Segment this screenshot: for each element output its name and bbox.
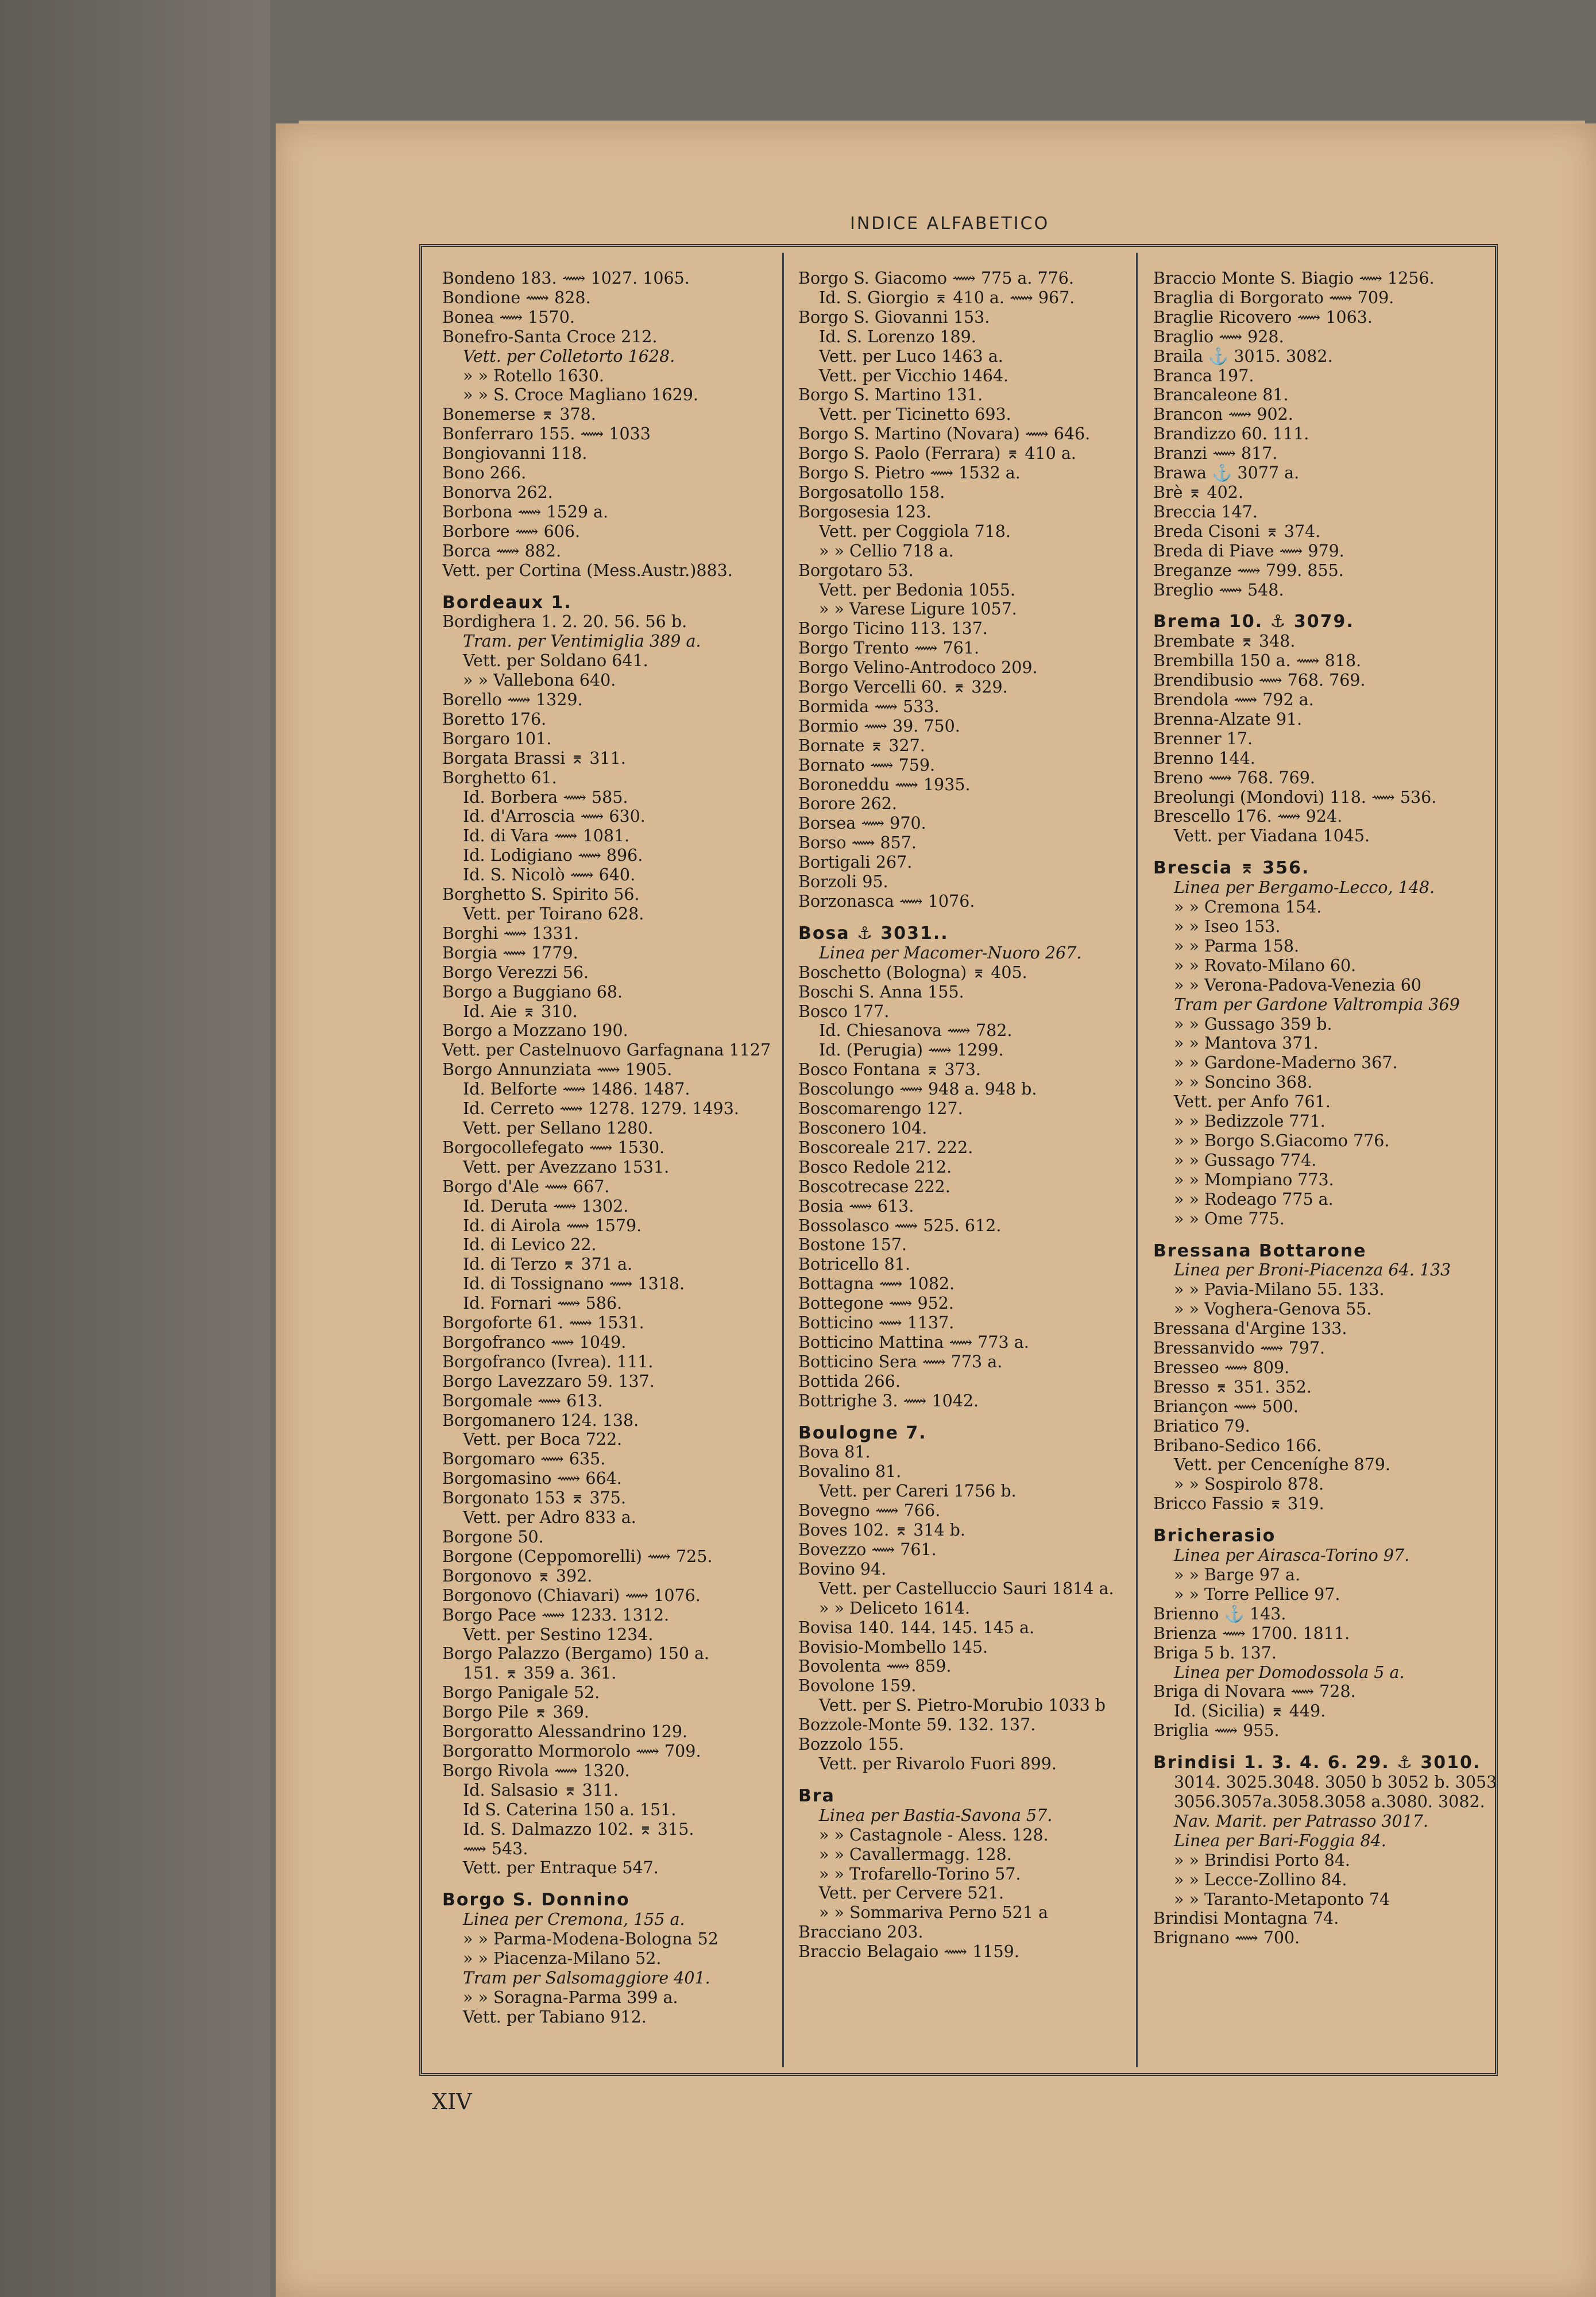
index-entry: Bozzole-Monte 59. 132. 137. bbox=[798, 1715, 1036, 1735]
index-entry: Tram. per Ventimiglia 389 a. bbox=[463, 632, 701, 651]
index-entry: Id. Lodigiano ⟿ 896. bbox=[463, 846, 643, 865]
index-entry: Id. Salsasio ⌆ 311. bbox=[463, 1780, 619, 1800]
index-entry: Botticino ⟿ 1137. bbox=[798, 1313, 954, 1333]
index-entry: Brancaleone 81. bbox=[1153, 385, 1289, 405]
index-entry: Brienno ⚓ 143. bbox=[1153, 1604, 1286, 1623]
index-entry: Bono 266. bbox=[442, 463, 527, 483]
index-entry: Breda Cisoni ⌆ 374. bbox=[1153, 521, 1321, 541]
index-entry: Borgone (Ceppomorelli) ⟿ 725. bbox=[442, 1546, 713, 1566]
index-entry: Vett. per Ticinetto 693. bbox=[819, 405, 1011, 424]
index-entry: Id. S. Giorgio ⌆ 410 a. ⟿ 967. bbox=[819, 288, 1075, 307]
index-entry: Brignano ⟿ 700. bbox=[1153, 1928, 1300, 1948]
index-entry: Bottrighe 3. ⟿ 1042. bbox=[798, 1391, 979, 1410]
index-entry: Bondione ⟿ 828. bbox=[442, 288, 591, 307]
index-entry: Bormio ⟿ 39. 750. bbox=[798, 716, 960, 736]
index-entry: Borgata Brassi ⌆ 311. bbox=[442, 748, 626, 768]
index-entry: Bressana d'Argine 133. bbox=[1153, 1319, 1347, 1339]
index-entry: » » Cremona 154. bbox=[1174, 898, 1322, 917]
index-entry: Brancon ⟿ 902. bbox=[1153, 405, 1293, 424]
index-entry: Bovisa 140. 144. 145. 145 a. bbox=[798, 1618, 1035, 1637]
index-entry: Borgo Pace ⟿ 1233. 1312. bbox=[442, 1605, 670, 1625]
index-entry: Bottagna ⟿ 1082. bbox=[798, 1274, 955, 1294]
index-entry: Borgaro 101. bbox=[442, 729, 552, 748]
index-heading: Bosa ⚓ 3031.. bbox=[798, 923, 949, 943]
index-entry: Boscolungo ⟿ 948 a. 948 b. bbox=[798, 1080, 1037, 1099]
index-entry: Briançon ⟿ 500. bbox=[1153, 1397, 1299, 1416]
index-entry: Borgo a Buggiano 68. bbox=[442, 982, 623, 1001]
index-entry: Bovolone 159. bbox=[798, 1676, 917, 1696]
index-entry: Braila ⚓ 3015. 3082. bbox=[1153, 346, 1333, 366]
index-entry: » » Bedizzole 771. bbox=[1174, 1112, 1326, 1131]
index-entry: » » Cellio 718 a. bbox=[819, 541, 954, 560]
index-entry: Briglia ⟿ 955. bbox=[1153, 1721, 1280, 1741]
index-entry: Borsea ⟿ 970. bbox=[798, 814, 926, 833]
index-entry: 3056.3057a.3058.3058 a.3080. 3082. bbox=[1174, 1792, 1485, 1811]
index-entry: Id. Borbera ⟿ 585. bbox=[463, 787, 628, 807]
index-entry: Vett. per Sellano 1280. bbox=[463, 1118, 654, 1138]
index-entry: » » Verona-Padova-Venezia 60 bbox=[1174, 975, 1422, 995]
index-entry: Briga 5 b. 137. bbox=[1153, 1643, 1277, 1662]
index-entry: Bressanvido ⟿ 797. bbox=[1153, 1339, 1326, 1358]
index-entry: Borgonovo ⌆ 392. bbox=[442, 1566, 593, 1586]
index-entry: » » Voghera-Genova 55. bbox=[1174, 1300, 1372, 1319]
index-entry: Vett. per S. Pietro-Morubio 1033 b bbox=[819, 1696, 1106, 1715]
index-entry: Id. di Tossignano ⟿ 1318. bbox=[463, 1274, 685, 1294]
index-entry: Brè ⌆ 402. bbox=[1153, 482, 1243, 502]
index-entry: Vett. per Castelnuovo Garfagnana 1127 bbox=[442, 1041, 771, 1060]
index-entry: Bornato ⟿ 759. bbox=[798, 755, 936, 775]
index-entry: Bossolasco ⟿ 525. 612. bbox=[798, 1216, 1002, 1235]
index-entry: Linea per Macomer-Nuoro 267. bbox=[819, 943, 1082, 962]
index-entry: Vett. per Avezzano 1531. bbox=[463, 1157, 670, 1177]
index-entry: Breglio ⟿ 548. bbox=[1153, 580, 1284, 600]
index-heading: Boulogne 7. bbox=[798, 1422, 927, 1443]
index-entry: » » Brindisi Porto 84. bbox=[1174, 1850, 1350, 1870]
index-heading: Brema 10. ⚓ 3079. bbox=[1153, 612, 1354, 632]
index-entry: » » Ome 775. bbox=[1174, 1209, 1285, 1228]
index-entry: Bovisio-Mombello 145. bbox=[798, 1637, 988, 1657]
index-entry: » » Gussago 359 b. bbox=[1174, 1014, 1332, 1034]
page-number: XIV bbox=[432, 2089, 472, 2114]
index-entry: Vett. per Viadana 1045. bbox=[1174, 826, 1370, 846]
index-entry: Breno ⟿ 768. 769. bbox=[1153, 768, 1315, 787]
index-entry: Brenner 17. bbox=[1153, 729, 1253, 748]
index-entry: Borgo S. Pietro ⟿ 1532 a. bbox=[798, 463, 1021, 483]
index-column-1 bbox=[442, 269, 787, 2027]
index-entry: Id. Aie ⌆ 310. bbox=[463, 1001, 578, 1021]
index-entry: Borgo Verezzi 56. bbox=[442, 962, 589, 982]
index-entry: Bosco Redole 212. bbox=[798, 1157, 952, 1177]
index-entry: Id. di Levico 22. bbox=[463, 1235, 597, 1255]
index-entry: Borgomanero 124. 138. bbox=[442, 1410, 639, 1430]
index-entry: Bondeno 183. ⟿ 1027. 1065. bbox=[442, 269, 690, 288]
index-entry: Vett. per Luco 1463 a. bbox=[819, 346, 1003, 366]
index-entry: Borgo S. Martino 131. bbox=[798, 385, 983, 405]
index-entry: Id. Belforte ⟿ 1486. 1487. bbox=[463, 1080, 690, 1099]
index-entry: Borgia ⟿ 1779. bbox=[442, 943, 578, 962]
index-entry: Bovegno ⟿ 766. bbox=[798, 1501, 941, 1521]
index-entry: Borghi ⟿ 1331. bbox=[442, 923, 579, 943]
index-entry: Tram per Salsomaggiore 401. bbox=[463, 1968, 710, 1987]
index-entry: Bricco Fassio ⌆ 319. bbox=[1153, 1494, 1324, 1514]
index-entry: Vett. per Rivarolo Fuori 899. bbox=[819, 1754, 1057, 1773]
index-entry: Bosco Fontana ⌆ 373. bbox=[798, 1060, 981, 1080]
index-entry: » » Deliceto 1614. bbox=[819, 1598, 971, 1618]
index-entry: Braccio Monte S. Biagio ⟿ 1256. bbox=[1153, 269, 1435, 288]
index-entry: » » Gussago 774. bbox=[1174, 1150, 1317, 1170]
index-entry: Boves 102. ⌆ 314 b. bbox=[798, 1521, 965, 1540]
index-entry: Borgo Pile ⌆ 369. bbox=[442, 1703, 589, 1722]
index-entry: Braglie Ricovero ⟿ 1063. bbox=[1153, 307, 1373, 327]
index-entry: » » Parma 158. bbox=[1174, 936, 1300, 956]
index-entry: Brembilla 150 a. ⟿ 818. bbox=[1153, 651, 1362, 671]
index-entry: » » Borgo S.Giacomo 776. bbox=[1174, 1131, 1390, 1150]
index-entry: » » Mompiano 773. bbox=[1174, 1170, 1334, 1189]
index-entry: Id. Cerreto ⟿ 1278. 1279. 1493. bbox=[463, 1099, 739, 1119]
index-entry: Borgo S. Giacomo ⟿ 775 a. 776. bbox=[798, 269, 1074, 288]
index-entry: Borghetto 61. bbox=[442, 768, 557, 787]
page-header: INDICE ALFABETICO bbox=[850, 214, 1050, 234]
index-entry: Borgomasino ⟿ 664. bbox=[442, 1469, 622, 1488]
index-entry: » » S. Croce Magliano 1629. bbox=[463, 385, 698, 405]
index-entry: Borgofranco (Ivrea). 111. bbox=[442, 1352, 654, 1371]
index-entry: Borgo Trento ⟿ 761. bbox=[798, 639, 980, 658]
index-entry: Boscoreale 217. 222. bbox=[798, 1138, 973, 1157]
index-entry: Bordighera 1. 2. 20. 56. 56 b. bbox=[442, 612, 687, 632]
index-entry: » » Rovato-Milano 60. bbox=[1174, 956, 1357, 975]
index-entry: Linea per Bergamo-Lecco, 148. bbox=[1174, 878, 1435, 898]
index-entry: » » Lecce-Zollino 84. bbox=[1174, 1870, 1347, 1889]
index-entry: Bovolenta ⟿ 859. bbox=[798, 1657, 952, 1676]
index-entry: Borgo Vercelli 60. ⌆ 329. bbox=[798, 678, 1008, 697]
index-entry: » » Taranto-Metaponto 74 bbox=[1174, 1889, 1390, 1909]
index-heading: Bressana Bottarone bbox=[1153, 1240, 1367, 1261]
index-entry: Id. (Sicilia) ⌆ 449. bbox=[1174, 1702, 1326, 1721]
index-entry: Borgosatollo 158. bbox=[798, 482, 945, 502]
index-entry: Vett. per Entraque 547. bbox=[463, 1858, 659, 1878]
index-entry: Brendibusio ⟿ 768. 769. bbox=[1153, 671, 1366, 690]
index-entry: Nav. Marit. per Patrasso 3017. bbox=[1174, 1811, 1429, 1831]
index-entry: Borghetto S. Spirito 56. bbox=[442, 885, 640, 904]
index-entry: Brindisi Montagna 74. bbox=[1153, 1909, 1339, 1928]
index-entry: Bormida ⟿ 533. bbox=[798, 697, 940, 716]
index-entry: » » Castagnole - Aless. 128. bbox=[819, 1825, 1049, 1844]
index-entry: Borgofranco ⟿ 1049. bbox=[442, 1332, 627, 1352]
index-entry: Borgone 50. bbox=[442, 1528, 544, 1546]
index-entry: Id. (Perugia) ⟿ 1299. bbox=[819, 1041, 1004, 1060]
index-entry: Borgo Panigale 52. bbox=[442, 1683, 600, 1703]
index-entry: Botticino Mattina ⟿ 773 a. bbox=[798, 1332, 1029, 1352]
index-entry: Bovezzo ⟿ 761. bbox=[798, 1540, 937, 1559]
index-entry: Bottida 266. bbox=[798, 1371, 901, 1391]
index-entry: » » Vallebona 640. bbox=[463, 671, 616, 690]
index-entry: Borgo S. Martino (Novara) ⟿ 646. bbox=[798, 424, 1091, 444]
index-entry: Id. Fornari ⟿ 586. bbox=[463, 1294, 623, 1313]
index-entry: Vett. per Anfo 761. bbox=[1174, 1092, 1331, 1112]
index-entry: » » Sospirolo 878. bbox=[1174, 1475, 1324, 1494]
index-entry: » » Iseo 153. bbox=[1174, 917, 1281, 936]
index-entry: Bostone 157. bbox=[798, 1235, 907, 1255]
index-entry: Bovino 94. bbox=[798, 1559, 887, 1579]
index-entry: Bosia ⟿ 613. bbox=[798, 1196, 914, 1216]
index-entry: Borgo Velino-Antrodoco 209. bbox=[798, 658, 1038, 678]
index-entry: » » Soncino 368. bbox=[1174, 1073, 1313, 1092]
index-entry: Botticino Sera ⟿ 773 a. bbox=[798, 1352, 1003, 1371]
index-entry: Breda di Piave ⟿ 979. bbox=[1153, 541, 1344, 560]
index-entry: Vett. per Cortina (Mess.Austr.)883. bbox=[442, 560, 733, 580]
index-entry: Bornate ⌆ 327. bbox=[798, 736, 925, 755]
index-entry: Vett. per Soldano 641. bbox=[463, 651, 648, 671]
index-entry: Botricello 81. bbox=[798, 1255, 910, 1274]
index-heading: Borgo S. Donnino bbox=[442, 1890, 630, 1911]
index-entry: Borgonato 153 ⌆ 375. bbox=[442, 1488, 626, 1508]
index-entry: Vett. per Vicchio 1464. bbox=[819, 366, 1009, 385]
index-entry: » » Rotello 1630. bbox=[463, 366, 604, 385]
index-entry: Brescello 176. ⟿ 924. bbox=[1153, 807, 1343, 826]
index-entry: Borbona ⟿ 1529 a. bbox=[442, 502, 609, 521]
index-entry: Borgosesia 123. bbox=[798, 502, 932, 521]
index-entry: » » Piacenza-Milano 52. bbox=[463, 1949, 662, 1969]
index-entry: Id. S. Nicolò ⟿ 640. bbox=[463, 865, 636, 885]
index-entry: Borello ⟿ 1329. bbox=[442, 690, 583, 710]
index-entry: Borgoratto Alessandrino 129. bbox=[442, 1722, 688, 1742]
index-entry: Brendola ⟿ 792 a. bbox=[1153, 690, 1314, 710]
index-entry: Bovalino 81. bbox=[798, 1462, 902, 1482]
index-entry: Branzi ⟿ 817. bbox=[1153, 444, 1278, 463]
index-entry: Id. di Airola ⟿ 1579. bbox=[463, 1216, 642, 1235]
index-entry: Linea per Cremona, 155 a. bbox=[463, 1910, 685, 1929]
index-entry: » » Varese Ligure 1057. bbox=[819, 600, 1017, 619]
index-entry: » » Sommariva Perno 521 a bbox=[819, 1903, 1049, 1923]
index-entry: Breccia 147. bbox=[1153, 502, 1258, 521]
index-entry: Bresseo ⟿ 809. bbox=[1153, 1358, 1290, 1377]
index-entry: Borgo a Mozzano 190. bbox=[442, 1021, 628, 1041]
index-entry: Brawa ⚓ 3077 a. bbox=[1153, 463, 1300, 483]
background-shadow bbox=[0, 0, 270, 2297]
index-entry: Boschi S. Anna 155. bbox=[798, 982, 964, 1001]
index-entry: Id S. Caterina 150 a. 151. bbox=[463, 1800, 677, 1819]
index-entry: Briga di Novara ⟿ 728. bbox=[1153, 1682, 1356, 1702]
index-entry: Vett. per Adro 833 a. bbox=[463, 1508, 636, 1528]
index-entry: Borgo Rivola ⟿ 1320. bbox=[442, 1761, 630, 1780]
index-entry: Bonefro-Santa Croce 212. bbox=[442, 327, 658, 346]
index-entry: Bracciano 203. bbox=[798, 1923, 923, 1942]
index-entry: Borso ⟿ 857. bbox=[798, 833, 917, 853]
index-heading: Brescia ⌆ 356. bbox=[1153, 858, 1310, 879]
index-entry: Borore 262. bbox=[798, 794, 897, 814]
index-entry: Borgo d'Ale ⟿ 667. bbox=[442, 1177, 610, 1196]
index-entry: Brembate ⌆ 348. bbox=[1153, 632, 1296, 651]
index-entry: Borzoli 95. bbox=[798, 872, 888, 892]
index-column-2 bbox=[798, 269, 1143, 1962]
index-entry: » » Torre Pellice 97. bbox=[1174, 1584, 1340, 1604]
index-entry: » » Trofarello-Torino 57. bbox=[819, 1864, 1021, 1884]
index-entry: Id. S. Lorenzo 189. bbox=[819, 327, 976, 346]
index-entry: Borgo Annunziata ⟿ 1905. bbox=[442, 1060, 673, 1080]
index-entry: Brienza ⟿ 1700. 1811. bbox=[1153, 1623, 1350, 1643]
index-entry: Borgocollefegato ⟿ 1530. bbox=[442, 1138, 665, 1157]
index-entry: Bresso ⌆ 351. 352. bbox=[1153, 1377, 1312, 1397]
index-entry: » » Barge 97 a. bbox=[1174, 1565, 1301, 1584]
index-entry: Braglia di Borgorato ⟿ 709. bbox=[1153, 288, 1394, 307]
index-entry: Borgo Lavezzaro 59. 137. bbox=[442, 1371, 655, 1391]
index-entry: Id. Chiesanova ⟿ 782. bbox=[819, 1021, 1013, 1041]
index-entry: Boschetto (Bologna) ⌆ 405. bbox=[798, 962, 1027, 982]
index-entry: Bosconero 104. bbox=[798, 1118, 928, 1138]
index-entry: Bongiovanni 118. bbox=[442, 444, 588, 463]
index-entry: Borgomale ⟿ 613. bbox=[442, 1391, 603, 1410]
index-entry: Borgonovo (Chiavari) ⟿ 1076. bbox=[442, 1586, 701, 1605]
index-entry: Borgo Palazzo (Bergamo) 150 a. bbox=[442, 1644, 710, 1664]
index-heading: Bra bbox=[798, 1785, 835, 1806]
index-entry: Id. d'Arroscia ⟿ 630. bbox=[463, 807, 646, 826]
index-column-3 bbox=[1153, 269, 1498, 1948]
index-entry: Vett. per Coggiola 718. bbox=[819, 521, 1011, 541]
index-entry: » » Cavallermagg. 128. bbox=[819, 1844, 1012, 1864]
index-entry: Vett. per Tabiano 912. bbox=[463, 2007, 647, 2027]
index-entry: Id. di Vara ⟿ 1081. bbox=[463, 826, 630, 846]
index-entry: Borgo S. Giovanni 153. bbox=[798, 307, 990, 327]
index-entry: Linea per Domodossola 5 a. bbox=[1174, 1662, 1405, 1682]
index-entry: Linea per Airasca-Torino 97. bbox=[1174, 1546, 1410, 1565]
index-entry: » » Pavia-Milano 55. 133. bbox=[1174, 1280, 1385, 1300]
index-entry: Vett. per Sestino 1234. bbox=[463, 1625, 654, 1644]
index-entry: Linea per Bari-Foggia 84. bbox=[1174, 1831, 1386, 1850]
index-entry: Braglio ⟿ 928. bbox=[1153, 327, 1284, 346]
index-entry: » » Parma-Modena-Bologna 52 bbox=[463, 1929, 718, 1949]
index-entry: Vett. per Cenceníghe 879. bbox=[1174, 1455, 1390, 1475]
index-entry: Breolungi (Mondovi) 118. ⟿ 536. bbox=[1153, 787, 1437, 807]
index-entry: Brandizzo 60. 111. bbox=[1153, 424, 1309, 444]
index-entry: Borbore ⟿ 606. bbox=[442, 521, 581, 541]
index-entry: 151. ⌆ 359 a. 361. bbox=[463, 1664, 617, 1683]
index-entry: Bottegone ⟿ 952. bbox=[798, 1294, 954, 1313]
index-entry: Tram per Gardone Valtrompia 369 bbox=[1174, 995, 1460, 1014]
index-entry: Borca ⟿ 882. bbox=[442, 541, 562, 560]
index-entry: Vett. per Boca 722. bbox=[463, 1430, 623, 1449]
index-heading: Brindisi 1. 3. 4. 6. 29. ⚓ 3010. bbox=[1153, 1753, 1481, 1773]
index-heading: Bordeaux 1. bbox=[442, 592, 572, 613]
index-entry: Linea per Broni-Piacenza 64. 133 bbox=[1174, 1260, 1451, 1280]
index-entry: Id. S. Dalmazzo 102. ⌆ 315. bbox=[463, 1819, 694, 1839]
index-entry: Borgoratto Mormorolo ⟿ 709. bbox=[442, 1741, 701, 1761]
index-entry: Breganze ⟿ 799. 855. bbox=[1153, 560, 1344, 580]
index-entry: 3014. 3025.3048. 3050 b 3052 b. 3053 bbox=[1174, 1773, 1497, 1792]
index-entry: Linea per Bastia-Savona 57. bbox=[819, 1805, 1053, 1825]
index-entry: Bosco 177. bbox=[798, 1001, 890, 1021]
index-entry: Bribano-Sedico 166. bbox=[1153, 1436, 1322, 1455]
index-entry: Bonemerse ⌆ 378. bbox=[442, 405, 596, 424]
index-entry: Vett. per Colletorto 1628. bbox=[463, 346, 675, 366]
index-entry: Vett. per Castelluccio Sauri 1814 a. bbox=[819, 1579, 1114, 1598]
index-entry: Vett. per Bedonia 1055. bbox=[819, 580, 1015, 600]
index-entry: » » Mantova 371. bbox=[1174, 1034, 1319, 1053]
index-entry: Borgoforte 61. ⟿ 1531. bbox=[442, 1313, 644, 1333]
index-entry: Boscotrecase 222. bbox=[798, 1177, 950, 1196]
index-entry: Bonferraro 155. ⟿ 1033 bbox=[442, 424, 651, 444]
index-entry: Vett. per Careri 1756 b. bbox=[819, 1482, 1017, 1501]
index-entry: Borgo S. Paolo (Ferrara) ⌆ 410 a. bbox=[798, 444, 1076, 463]
index-entry: Id. di Terzo ⌆ 371 a. bbox=[463, 1255, 633, 1274]
index-entry: Branca 197. bbox=[1153, 366, 1254, 385]
index-entry: Boroneddu ⟿ 1935. bbox=[798, 775, 971, 794]
index-entry: Vett. per Toirano 628. bbox=[463, 904, 644, 923]
index-entry: Borgo Ticino 113. 137. bbox=[798, 619, 988, 639]
index-entry: Vett. per Cervere 521. bbox=[819, 1884, 1004, 1903]
index-heading: Bricherasio bbox=[1153, 1526, 1276, 1546]
index-entry: Braccio Belagaio ⟿ 1159. bbox=[798, 1942, 1019, 1962]
index-entry: Id. Deruta ⟿ 1302. bbox=[463, 1196, 629, 1216]
index-entry: Bonorva 262. bbox=[442, 482, 553, 502]
index-entry: Borzonasca ⟿ 1076. bbox=[798, 892, 975, 911]
index-entry: » » Rodeago 775 a. bbox=[1174, 1189, 1334, 1209]
index-entry: ⟿ 543. bbox=[463, 1839, 528, 1858]
index-entry: Borgotaro 53. bbox=[798, 560, 914, 580]
index-entry: Brenna-Alzate 91. bbox=[1153, 709, 1303, 729]
index-entry: Boscomarengo 127. bbox=[798, 1099, 963, 1119]
index-entry: » » Gardone-Maderno 367. bbox=[1174, 1053, 1398, 1073]
index-entry: Bova 81. bbox=[798, 1443, 871, 1462]
index-entry: » » Soragna-Parma 399 a. bbox=[463, 1987, 678, 2007]
index-entry: Boretto 176. bbox=[442, 709, 547, 729]
index-entry: Bonea ⟿ 1570. bbox=[442, 307, 575, 327]
index-entry: Bortigali 267. bbox=[798, 853, 913, 872]
index-entry: Briatico 79. bbox=[1153, 1416, 1250, 1436]
index-entry: Bozzolo 155. bbox=[798, 1735, 905, 1754]
index-entry: Brenno 144. bbox=[1153, 748, 1255, 768]
index-entry: Borgomaro ⟿ 635. bbox=[442, 1449, 606, 1469]
